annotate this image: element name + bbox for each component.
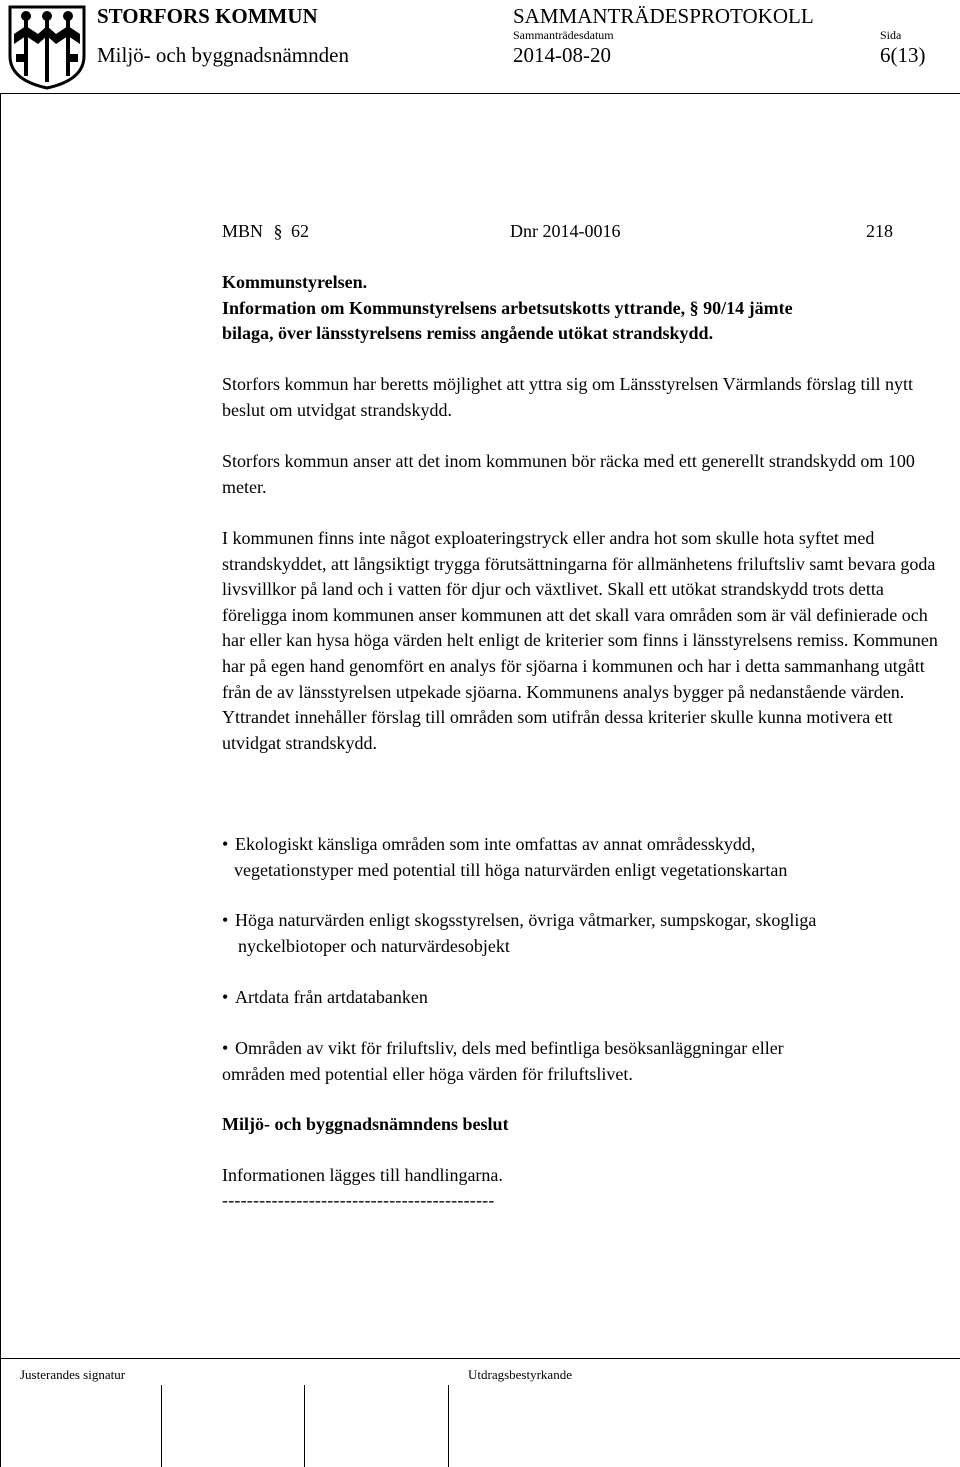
paragraph-3: I kommunen finns inte något exploateringstryck eller andra hot som skulle hota syftet med strandskyddet, att långsiktigt trygga förutsättningarna för allmänhetens friluftsliv samt bevara goda livsvillkor på land och i vatten för djur och växtlivet. Skall ett utökat strandskydd trots detta föreligga inom kommunen anser kommunen att det skall vara områden som är väl definierade och har eller kan hysa höga värden helt enligt de kriterier som finns i länsstyrelsens remiss. Kommunen har på egen hand genomfört en analys för sjöarna i kommunen och har i detta sammanhang utgått från de av länsstyrelsen utpekade sjöarna. Kommunens analys bygger på nedanstående värden. Yttrandet innehåller förslag till områden som utifrån dessa kriterier skulle kunna motivera ett utvidgat strandskydd. bbox=[222, 528, 938, 753]
bullet-glyph: • bbox=[222, 910, 229, 930]
footer-rule bbox=[0, 1358, 960, 1359]
date-label: Sammanträdesdatum bbox=[513, 28, 614, 42]
bullet-line: områden med potential eller höga värden för friluftslivet. bbox=[222, 1063, 633, 1084]
page-label: Sida bbox=[880, 28, 902, 42]
archive-code: 218 bbox=[866, 221, 893, 241]
organization-name: STORFORS KOMMUN bbox=[97, 4, 318, 28]
header-rule bbox=[0, 93, 960, 94]
heading-line-1: Kommunstyrelsen. bbox=[222, 272, 368, 292]
case-number: 62 bbox=[291, 221, 310, 241]
heading-line-3: bilaga, över länsstyrelsens remiss angående utökat strandskydd. bbox=[222, 323, 714, 344]
section-symbol: § bbox=[273, 221, 283, 241]
item-heading bbox=[222, 270, 957, 347]
bullet-line: vegetationstyper med potential till höga naturvärden enligt vegetationskartan bbox=[234, 859, 788, 880]
bullet-item bbox=[222, 832, 957, 883]
left-margin-line bbox=[0, 93, 1, 1467]
signature-box-divider bbox=[448, 1385, 449, 1467]
bullet-line: Höga naturvärden enligt skogsstyrelsen, övriga våtmarker, sumpskogar, skogliga bbox=[235, 910, 817, 930]
case-reference bbox=[222, 219, 309, 245]
heading-line-2: Information om Kommunstyrelsens arbetsutskotts yttrande, § 90/14 jämte bbox=[222, 297, 793, 318]
document-type: SAMMANTRÄDESPROTOKOLL bbox=[513, 4, 814, 28]
paragraph-1: Storfors kommun har beretts möjlighet att yttra sig om Länsstyrelsen Värmlands förslag till nytt beslut om utvidgat strandskydd. bbox=[222, 374, 914, 420]
bullet-line: Områden av vikt för friluftsliv, dels med befintliga besöksanläggningar eller bbox=[235, 1038, 784, 1058]
bullet-line: nyckelbiotoper och naturvärdesobjekt bbox=[238, 935, 510, 956]
bullet-item bbox=[222, 985, 957, 1011]
signature-box-divider bbox=[161, 1385, 162, 1467]
bullet-glyph: • bbox=[222, 1038, 229, 1058]
bullet-line: Ekologiskt känsliga områden som inte omfattas av annat områdesskydd, bbox=[235, 834, 756, 854]
committee-name: Miljö- och byggnadsnämnden bbox=[97, 43, 349, 67]
bullet-line: Artdata från artdatabanken bbox=[235, 987, 428, 1007]
bullet-glyph: • bbox=[222, 834, 229, 854]
decision-rule: -------------------------------------------- bbox=[222, 1190, 495, 1210]
case-ref-code: MBN bbox=[222, 221, 264, 241]
page-number: 6(13) bbox=[880, 43, 926, 67]
paragraph-2: Storfors kommun anser att det inom kommunen bör räcka med ett generellt strandskydd om 100 meter. bbox=[222, 451, 915, 497]
bullet-item bbox=[222, 908, 957, 959]
signature-box-divider bbox=[304, 1385, 305, 1467]
extract-certification-label: Utdragsbestyrkande bbox=[468, 1367, 572, 1382]
municipal-coat-of-arms-logo bbox=[6, 4, 88, 90]
diary-number: Dnr 2014-0016 bbox=[510, 221, 621, 241]
decision-text: Informationen lägges till handlingarna. bbox=[222, 1165, 503, 1185]
bullet-glyph: • bbox=[222, 987, 229, 1007]
signature-label: Justerandes signatur bbox=[20, 1367, 126, 1382]
decision-heading: Miljö- och byggnadsnämndens beslut bbox=[222, 1114, 509, 1134]
bullet-item bbox=[222, 1036, 957, 1087]
meeting-date: 2014-08-20 bbox=[513, 43, 611, 67]
